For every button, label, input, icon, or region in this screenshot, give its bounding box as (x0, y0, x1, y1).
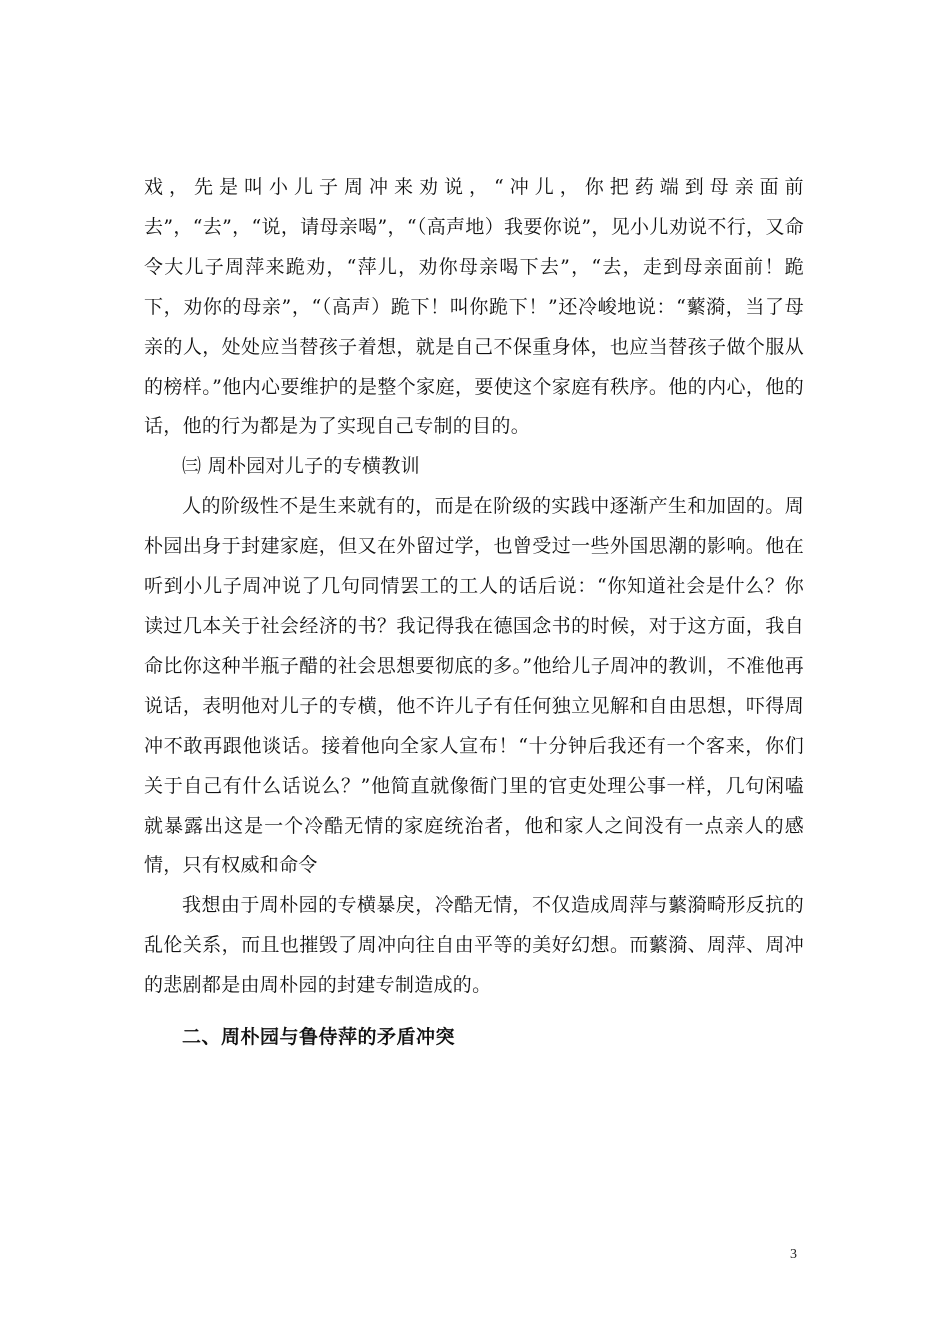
paragraph-class-nature: 人的阶级性不是生来就有的，而是在阶级的实践中逐渐产生和加固的。周朴园出身于封建家庭，但又在外留过学，也曾受过一些外国思潮的影响。他在听到小儿子周冲说了几句同情罢工的工人的话后说：“你知道社会是什么？你读过几本关于社会经济的书？我记得我在德国念书的时候，对于这方面，我自命比你这种半瓶子醋的社会思想要彻底的多。”他给儿子周冲的教训，不准他再说话，表明他对儿子的专横，他不许儿子有任何独立见解和自由思想，吓得周冲不敢再跟他谈话。接着他向全家人宣布！“十分钟后我还有一个客来，你们关于自己有什么话说么？”他简直就像衙门里的官吏处理公事一样，几句闲嗑就暴露出这是一个冷酷无情的家庭统治者，他和家人之间没有一点亲人的感情，只有权威和命令 (144, 495, 804, 877)
body-text (144, 168, 804, 1058)
paragraph-conclusion: 我想由于周朴园的专横暴戾，冷酷无情，不仅造成周萍与蘩漪畸形反抗的乱伦关系，而且也摧毁了周冲向往自由平等的美好幻想。而蘩漪、周萍、周冲的悲剧都是由周朴园的封建专制造成的。 (144, 894, 804, 997)
section-heading: 二、周朴园与鲁侍萍的矛盾冲突 (182, 1026, 456, 1049)
page-number: 3 (790, 1247, 797, 1262)
subsection-heading: ㈢ 周朴园对儿子的专横教训 (182, 455, 420, 478)
paragraph-continuation: 戏，先是叫小儿子周冲来劝说，“冲儿，你把药端到母亲面前去”，“去”，“说，请母亲喝”，“（高声地）我要你说”，见小儿劝说不行，又命令大儿子周萍来跪劝，“萍儿，劝你母亲喝下去”，“去，走到母亲面前！跪下，劝你的母亲”，“（高声）跪下！叫你跪下！”还冷峻地说：“蘩漪，当了母亲的人，处处应当替孩子着想，就是自己不保重身体，也应当替孩子做个服从的榜样。”他内心要维护的是整个家庭，要使这个家庭有秩序。他的内心，他的话，他的行为都是为了实现自己专制的目的。 (144, 176, 804, 438)
